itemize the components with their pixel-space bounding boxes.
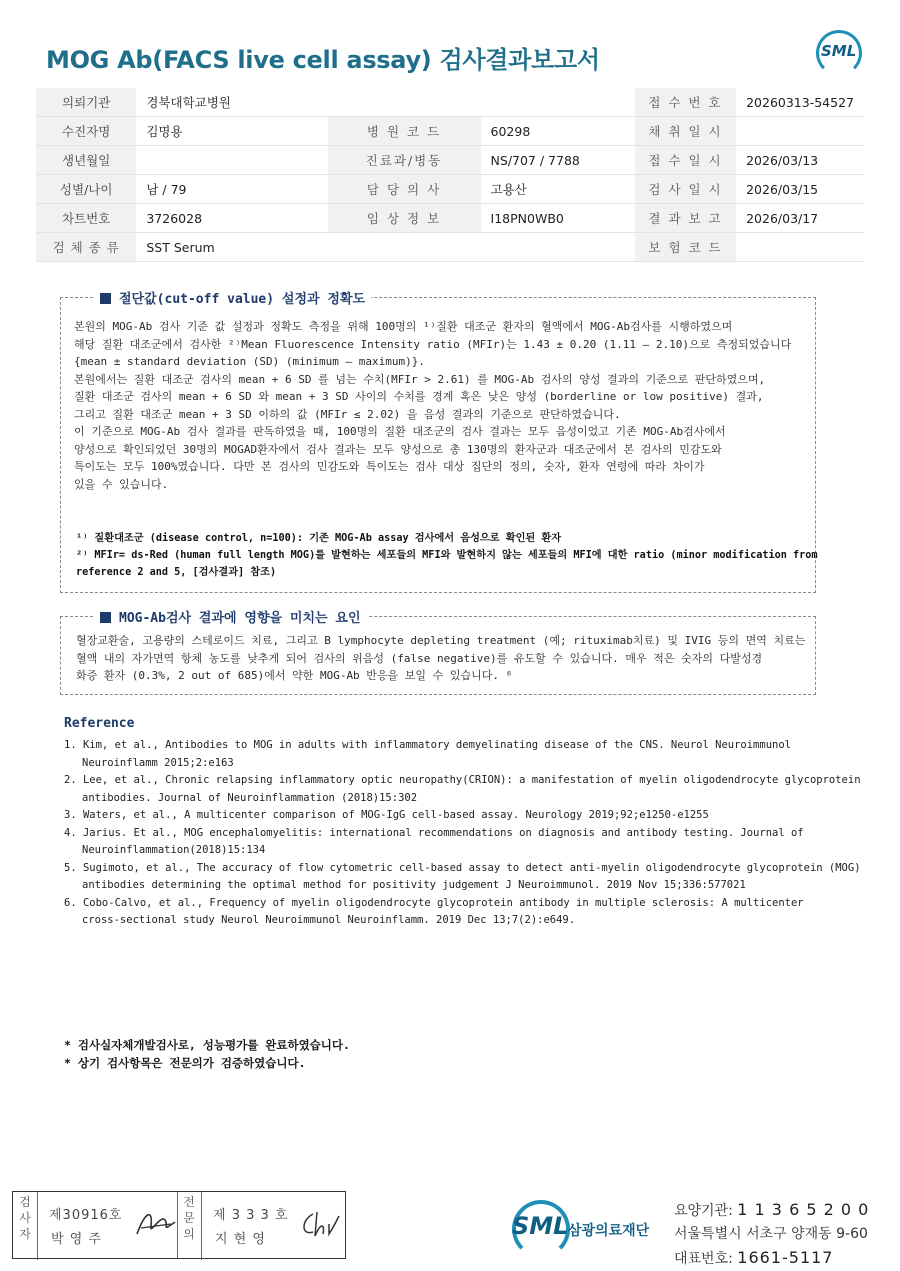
footer-logo: SML 삼광의료재단 — [512, 1200, 662, 1256]
info-row: 의뢰기관 경북대학교병원 접 수 번 호 20260313-54527 — [36, 88, 864, 117]
square-bullet-icon — [100, 293, 111, 304]
square-bullet-icon — [100, 612, 111, 623]
factors-section-body: 혈장교환술, 고용량의 스테로이드 치료, 그리고 B lymphocyte depleting treatment (예; rituximab치료) 및 IVIG 등의 면역 치료는 혈액 내의 자가면역 항체 농도를 낮추게 되어 검사의 위음성 (false negative)를 유도할 수 있습니다. 매우 적은 숫자의 다발성경 화증 환자 (0.3%, 2 out of 685)에서 약한 MOG-Ab 반응을 보일 수 있습니다. ⁶ — [76, 634, 806, 682]
chart-number: 3726028 — [136, 204, 327, 233]
receipt-date: 2026/03/13 — [736, 146, 864, 175]
list-item: 6. Cobo-Calvo, et al., Frequency of myelin oligodendrocyte glycoprotein antibody in multiple sclerosis: A multicenter — [64, 896, 804, 909]
examiner-license: 제30916호 — [49, 1208, 123, 1223]
address: 서울특별시 서초구 양재동 9-60 — [674, 1226, 868, 1242]
cutoff-section-title: 절단값(cut-off value) 설정과 정확도 — [94, 288, 371, 307]
specialist-signature-icon — [295, 1206, 341, 1242]
institution-code: 1 1 3 6 5 2 0 0 — [737, 1200, 870, 1219]
examiner-signature-icon — [131, 1202, 179, 1242]
reference-list: 1. Kim, et al., Antibodies to MOG in adults with inflammatory demyelinating disease of the CNS. Neurol Neuroimmunol Neuroinflamm 2015;2:e163 2. Lee, et al., Chronic relapsing inflammatory optic neuropathy(CRION): a manifestation of myelin oligodendrocyte glycoprotein antibodies. Journal of Neuroinflammation (2018)15:302 3. Waters, et al., A multicenter comparison of MOG-IgG cell-based assay. Neurology 2019;92;e1250-e1255 4. Jarius. Et al., MOG encephalomyelitis: international recommendations on diagnosis and antibody testing. Journal of Neuroinflammation(2018)15:134 5. Sugimoto, et al., The accuracy of flow cytometric cell-based assay to detect anti-myelin oligodendrocyte glycoprotein (MOG) antibodies determining the optimal method for positivity judgement J Neuroimmunol. 2019 Nov 15;336:577021 6. Cobo-Calvo, et al., Frequency of myelin oligodendrocyte glycoprotein antibody in multiple sclerosis: A multicenter cross-sectional study Neurol Neuroimmunol Neuroinflamm. 2019 Dec 13;7(2):e649. — [64, 739, 861, 926]
cutoff-footnotes: ¹⁾ 질환대조군 (disease control, n=100): 기존 MOG-Ab assay 검사에서 음성으로 확인된 환자 ²⁾ MFIr= ds-Red (human full length MOG)를 발현하는 세포들의 MFI와 발현하지 않는 세포들의 MFI에 대한 ratio (minor modification from reference 2 and 5, [검사결과] 참조) — [76, 533, 818, 578]
list-item: 5. Sugimoto, et al., The accuracy of flow cytometric cell-based assay to detect anti-myelin oligodendrocyte glycoprotein (MOG) — [64, 861, 861, 874]
sex-age: 남 / 79 — [136, 175, 327, 204]
specialist-license: 제 3 3 3 호 — [213, 1208, 289, 1223]
report-title: MOG Ab(FACS live cell assay) 검사결과보고서 — [46, 46, 600, 74]
info-row: 성별/나이 남 / 79 담 당 의 사 고용산 검 사 일 시 2026/03/15 — [36, 175, 864, 204]
department-ward: NS/707 / 7788 — [481, 146, 635, 175]
info-row: 생년월일 진료과/병동 NS/707 / 7788 접 수 일 시 2026/03/13 — [36, 146, 864, 175]
report-date: 2026/03/17 — [736, 204, 864, 233]
hospital-code: 60298 — [481, 117, 635, 146]
footer-info: 요양기관: 1 1 3 6 5 2 0 0 서울특별시 서초구 양재동 9-60 대표번호: 1661-5117 — [674, 1200, 870, 1267]
specialist-name: 지 현 영 — [215, 1232, 266, 1247]
attending-doctor: 고용산 — [481, 175, 635, 204]
info-row: 수진자명 김명용 병 원 코 드 60298 채 취 일 시 — [36, 117, 864, 146]
list-item: 1. Kim, et al., Antibodies to MOG in adults with inflammatory demyelinating disease of the CNS. Neurol Neuroimmunol — [64, 739, 791, 751]
info-row: 차트번호 3726028 임 상 정 보 I18PN0WB0 결 과 보 고 2026/03/17 — [36, 204, 864, 233]
specialist-label: 전 문 의 — [177, 1192, 202, 1260]
signature-box — [12, 1191, 346, 1259]
list-item: 3. Waters, et al., A multicenter comparison of MOG-IgG cell-based assay. Neurology 2019;92;e1250-e1255 — [64, 809, 709, 821]
referring-hospital: 경북대학교병원 — [136, 88, 327, 117]
clinical-info: I18PN0WB0 — [481, 204, 635, 233]
receipt-number: 20260313-54527 — [736, 88, 864, 117]
list-item: 4. Jarius. Et al., MOG encephalomyelitis: international recommendations on diagnosis and antibody testing. Journal of — [64, 826, 804, 839]
reference-title: Reference — [64, 716, 135, 731]
patient-info-table — [36, 88, 864, 262]
factors-section-title: MOG-Ab검사 결과에 영향을 미치는 요인 — [94, 607, 367, 626]
list-item: 2. Lee, et al., Chronic relapsing inflammatory optic neuropathy(CRION): a manifestation of myelin oligodendrocyte glycoprotein — [64, 774, 861, 786]
examiner-label: 검 사 자 — [13, 1192, 38, 1260]
verification-notes: * 검사실자체개발검사로, 성능평가를 완료하였습니다. * 상기 검사항목은 전문의가 검증하였습니다. — [64, 1038, 350, 1070]
phone-number: 1661-5117 — [737, 1248, 834, 1267]
examiner-name: 박 영 주 — [51, 1232, 102, 1247]
sml-logo-icon: SML — [816, 30, 862, 76]
patient-name: 김명용 — [136, 117, 327, 146]
test-date: 2026/03/15 — [736, 175, 864, 204]
specimen-type: SST Serum — [136, 233, 327, 262]
cutoff-section-body: 본원의 MOG-Ab 검사 기준 값 설정과 정확도 측정을 위해 100명의 ¹⁾질환 대조군 환자의 혈액에서 MOG-Ab검사를 시행하였으며 해당 질환 대조군에서 검사한 ²⁾Mean Fluorescence Intensity ratio (MFIr)는 1.43 ± 0.20 (1.11 – 2.10)으로 측정되었습니다 {mean ± standard deviation (SD) (minimum – maximum)}. 본원에서는 질환 대조군 검사의 mean + 6 SD 를 넘는 수치(MFIr > 2.61) 를 MOG-Ab 검사의 양성 결과의 기준으로 판단하였으며, 질환 대조군 검사의 mean + 6 SD 와 mean + 3 SD 사이의 수치를 경계 혹은 낮은 양성 (borderline or low positive) 결과, 그리고 질환 대조군 mean + 3 SD 이하의 값 (MFIr ≤ 2.02) 을 음성 결과의 기준으로 판단하였습니다. 이 기준으로 MOG-Ab 검사 결과를 판독하였을 때, 100명의 질환 대조군의 검사 결과는 모두 음성이었고 기존 MOG-Ab검사에서 양성으로 확인되었던 30명의 MOGAD환자에서 검사 결과는 모두 양성으로 총 130명의 환자군과 대조군에서 본 검사의 민감도와 특이도는 모두 100%였습니다. 다만 본 검사의 민감도와 특이도는 검사 대상 집단의 정의, 숫자, 환자 연령에 따라 차이가 있을 수 있습니다. — [74, 320, 792, 491]
info-row: 검 체 종 류 SST Serum 보 험 코 드 — [36, 233, 864, 262]
foundation-name: 삼광의료재단 — [568, 1223, 650, 1239]
